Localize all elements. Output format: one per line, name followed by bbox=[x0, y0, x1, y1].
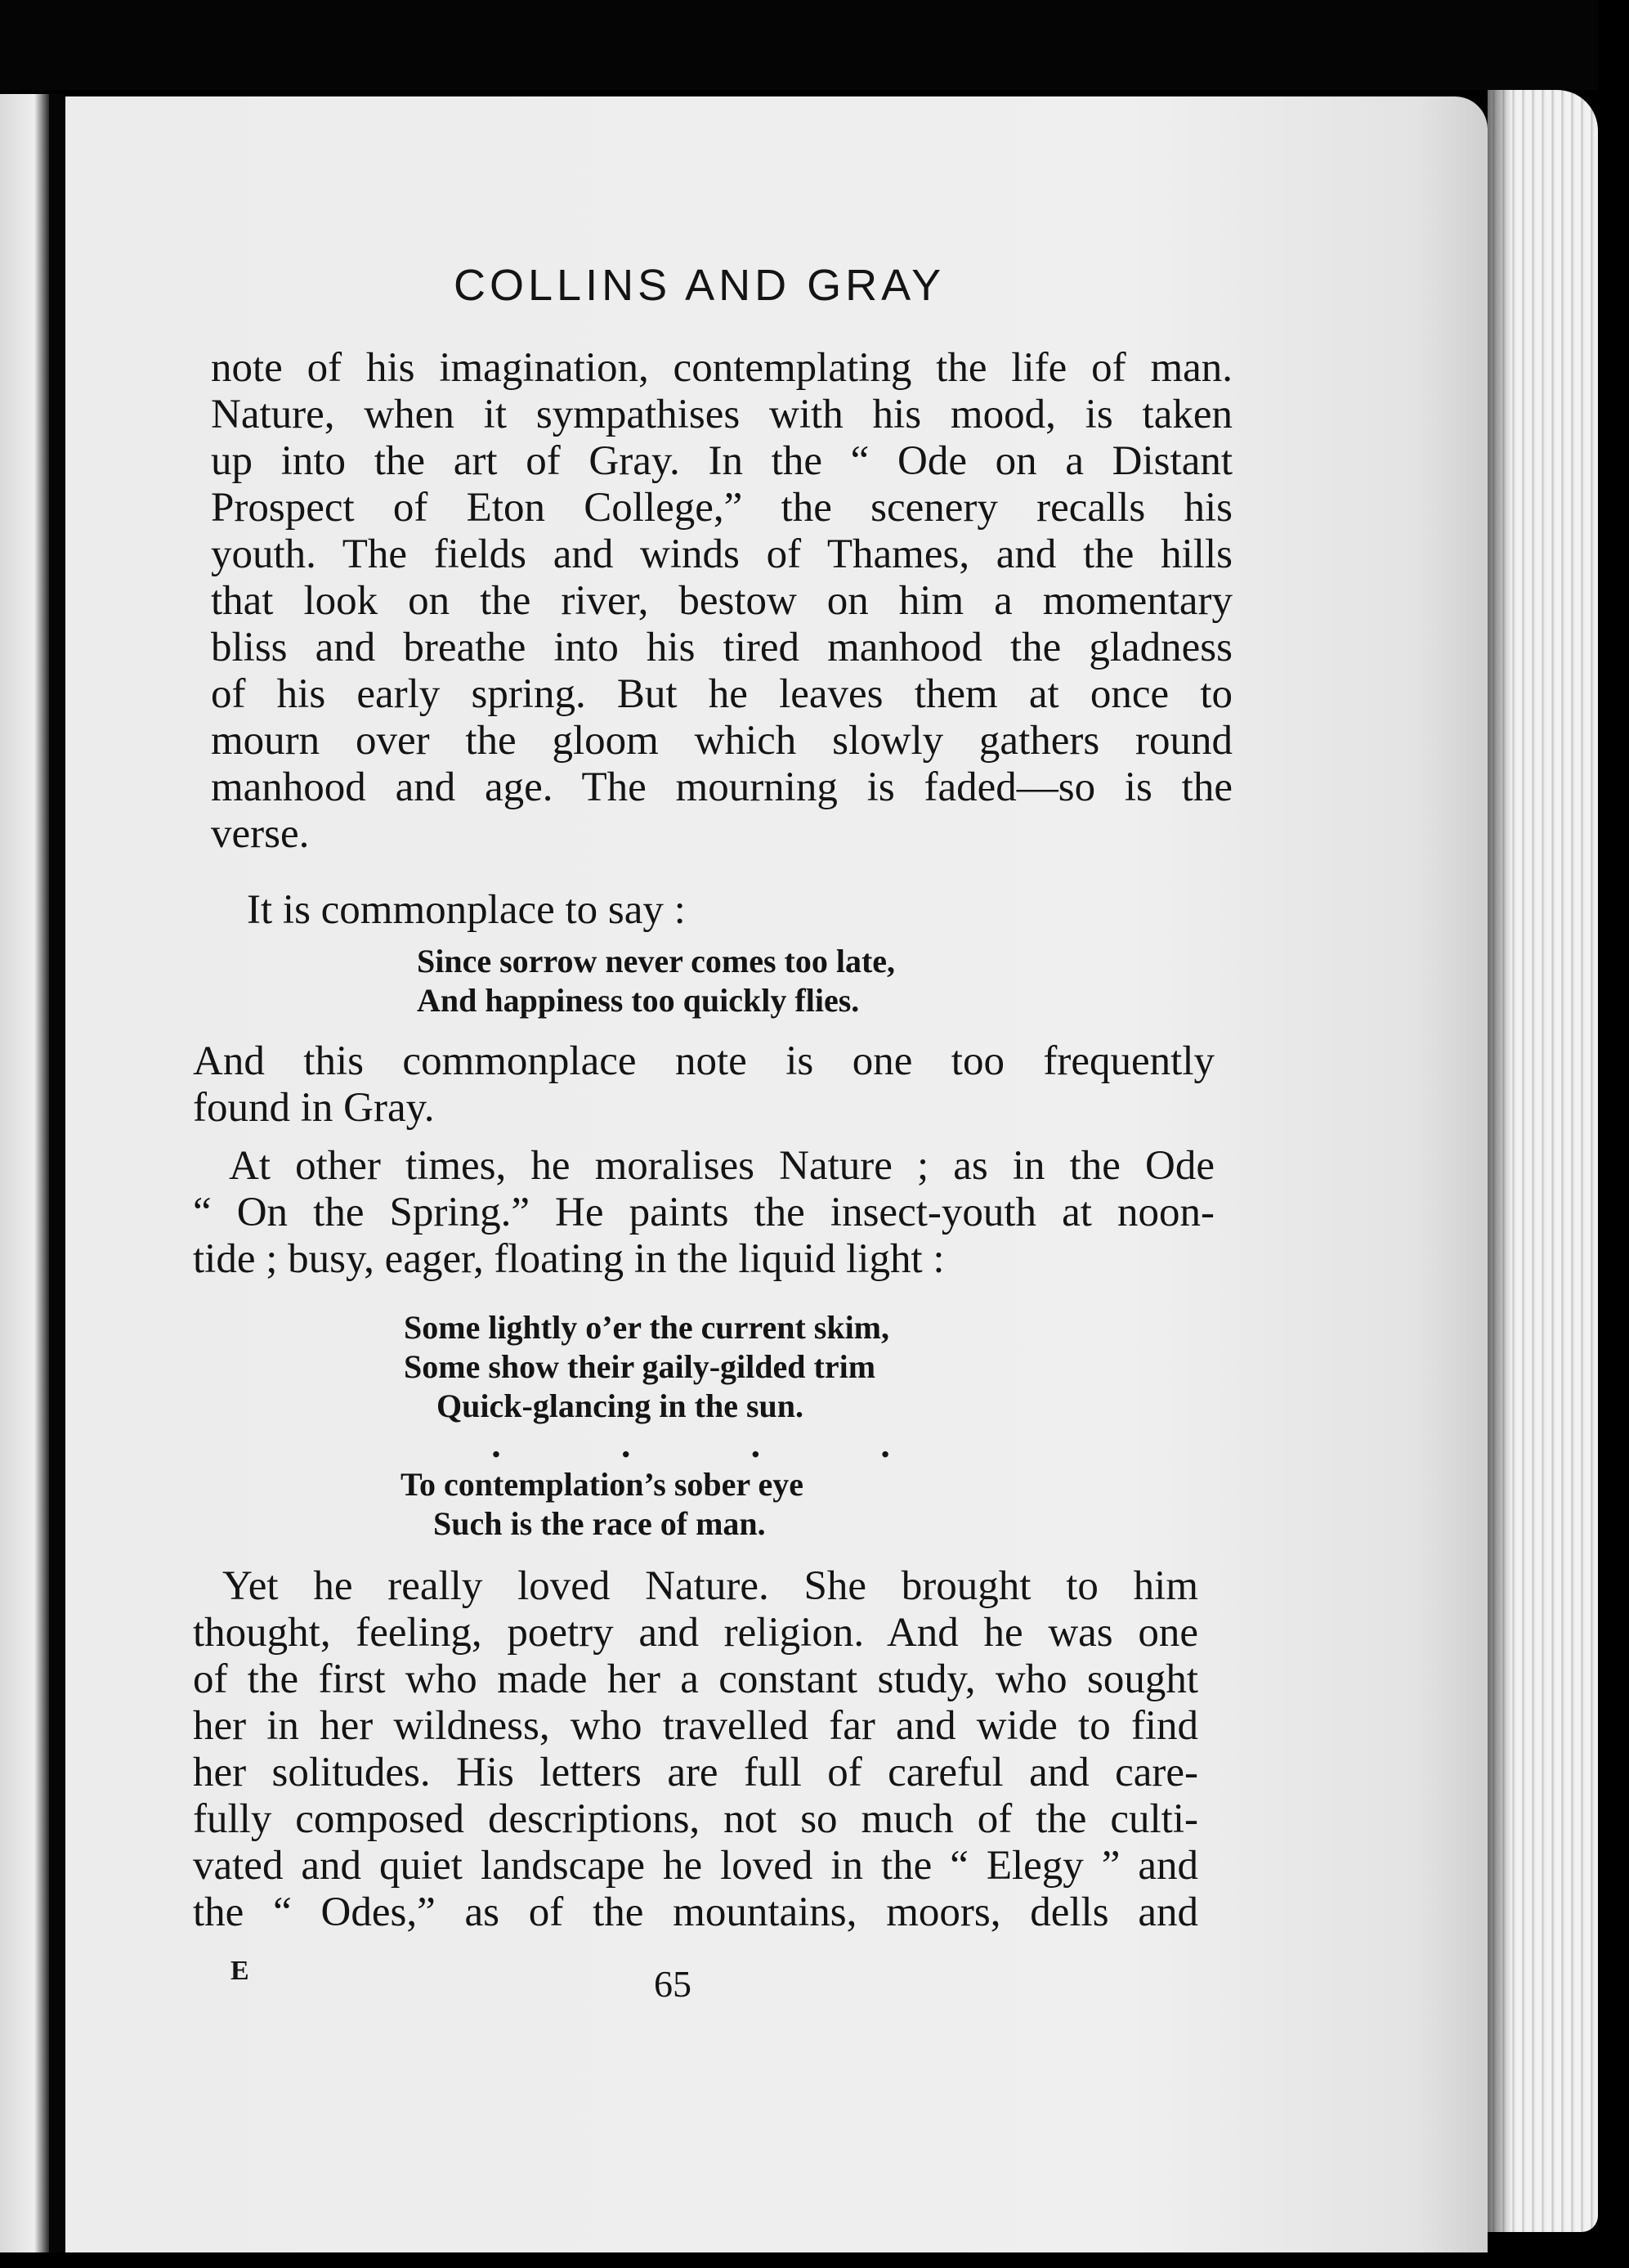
text-line: And this commonplace note is one too frequently bbox=[193, 1038, 1215, 1084]
facing-page-edge bbox=[0, 94, 49, 2252]
text-line: verse. bbox=[211, 811, 310, 857]
text-line: found in Gray. bbox=[193, 1085, 435, 1131]
spine-gutter bbox=[49, 94, 65, 2252]
verse-line: Some show their gaily-gilded trim bbox=[404, 1348, 876, 1385]
paragraph-5 bbox=[193, 1563, 1198, 1936]
verse-line: Since sorrow never comes too late, bbox=[417, 943, 896, 979]
verse-ellipsis bbox=[490, 1427, 891, 1465]
page-stack-shadow bbox=[1488, 90, 1512, 2232]
paragraph-2 bbox=[247, 887, 819, 934]
ellipsis-dot: . bbox=[879, 1427, 891, 1465]
text-line: tide ; busy, eager, floating in the liquid light : bbox=[193, 1236, 945, 1282]
text-line: vated and quiet landscape he loved in the “ Elegy ” and bbox=[193, 1843, 1198, 1889]
text-line: that look on the river, bestow on him a momentary bbox=[211, 578, 1233, 624]
ellipsis-dot: . bbox=[620, 1427, 632, 1465]
text-line: Yet he really loved Nature. She brought to him bbox=[222, 1563, 1198, 1609]
text-line: At other times, he moralises Nature ; as in the Ode bbox=[229, 1143, 1215, 1189]
paragraph-4 bbox=[193, 1143, 1215, 1283]
paragraph-3 bbox=[193, 1038, 1215, 1132]
verse-line: Some lightly o’er the current skim, bbox=[404, 1309, 890, 1346]
verse-quotation-3 bbox=[401, 1465, 803, 1544]
scan-top-border bbox=[0, 0, 1629, 90]
running-head: COLLINS AND GRAY bbox=[454, 261, 946, 310]
verse-line: Such is the race of man. bbox=[433, 1505, 766, 1542]
text-line: “ On the Spring.” He paints the insect-youth at noon- bbox=[193, 1190, 1215, 1235]
text-line: It is commonplace to say : bbox=[247, 887, 686, 933]
ellipsis-dot: . bbox=[490, 1427, 502, 1465]
verse-line: To contemplation’s sober eye bbox=[401, 1466, 803, 1503]
text-line: up into the art of Gray. In the “ Ode on a Distant bbox=[211, 438, 1233, 484]
text-line: manhood and age. The mourning is faded—so is the bbox=[211, 764, 1233, 810]
verse-line: Quick-glancing in the sun. bbox=[436, 1387, 804, 1424]
scan-bottom-border bbox=[0, 2252, 1629, 2268]
verse-quotation-1 bbox=[417, 942, 895, 1020]
text-line: her solitudes. His letters are full of careful and care- bbox=[193, 1750, 1198, 1795]
text-line: Prospect of Eton College,” the scenery recalls his bbox=[211, 485, 1233, 531]
text-line: the “ Odes,” as of the mountains, moors, dells and bbox=[193, 1889, 1198, 1935]
text-line: note of his imagination, contemplating the life of man. bbox=[211, 345, 1233, 391]
paragraph-1 bbox=[211, 345, 1233, 858]
text-line: of his early spring. But he leaves them at once to bbox=[211, 671, 1233, 717]
page-number: 65 bbox=[654, 1963, 691, 2005]
text-line: bliss and breathe into his tired manhood the gladness bbox=[211, 625, 1233, 670]
text-line: Nature, when it sympathises with his mood, is taken bbox=[211, 392, 1233, 437]
text-line: youth. The fields and winds of Thames, and the hills bbox=[211, 531, 1233, 577]
verse-quotation-2 bbox=[404, 1308, 889, 1426]
ellipsis-dot: . bbox=[750, 1427, 762, 1465]
text-line: of the first who made her a constant study, who sought bbox=[193, 1656, 1198, 1702]
signature-mark: E bbox=[230, 1956, 249, 1986]
text-line: thought, feeling, poetry and religion. And he was one bbox=[193, 1610, 1198, 1656]
scan-right-border bbox=[1598, 0, 1629, 2268]
text-line: her in her wildness, who travelled far and wide to find bbox=[193, 1703, 1198, 1749]
verse-line: And happiness too quickly flies. bbox=[417, 982, 860, 1019]
text-line: mourn over the gloom which slowly gathers round bbox=[211, 718, 1233, 764]
text-line: fully composed descriptions, not so much of the culti- bbox=[193, 1796, 1198, 1842]
